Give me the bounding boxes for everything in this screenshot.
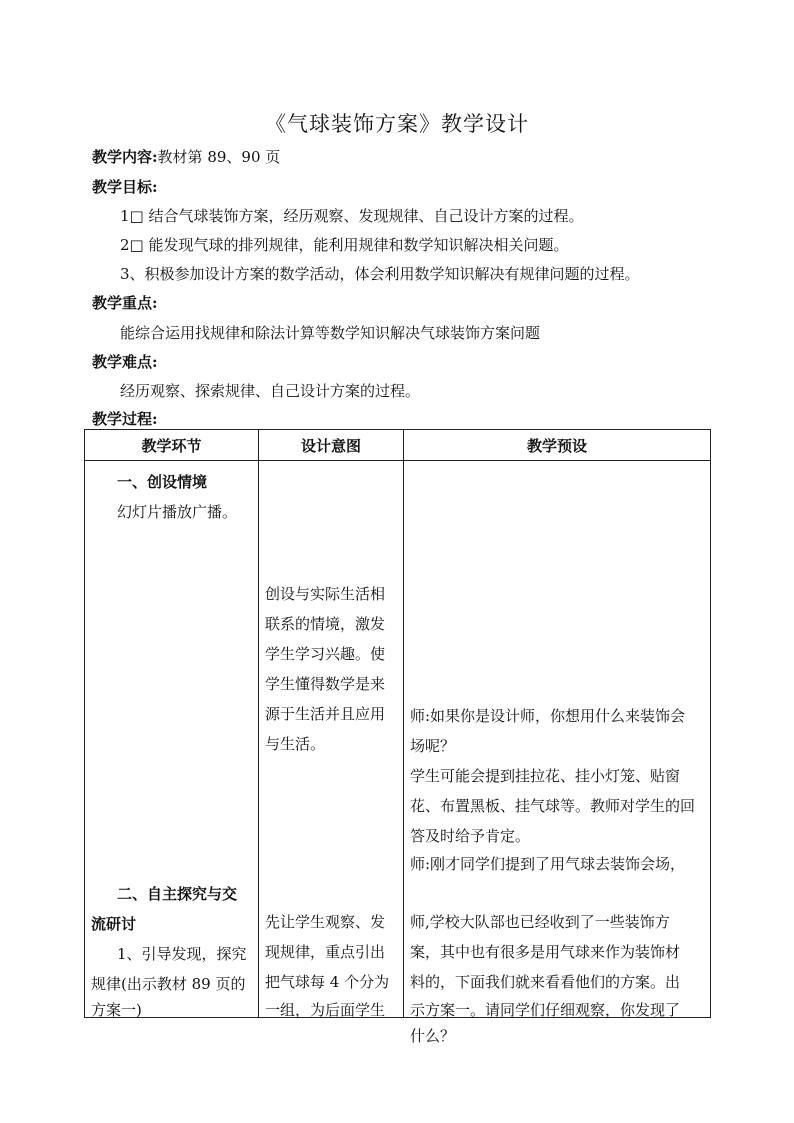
preset2-line-1: 师,学校大队部也已经收到了一些装饰方 (410, 913, 670, 931)
goal-item-2: 2□ 能发现气球的排列规律，能利用规律和数学知识解决相关问题。 (120, 236, 569, 254)
preset1-line-1: 师:如果你是设计师，你想用什么来装饰会 (410, 707, 686, 725)
section1-title: 一、创设情境 (117, 473, 208, 491)
stage-cell (85, 461, 259, 1018)
process-label: 教学过程: (92, 410, 158, 428)
intent1-line-5: 源于生活并且应用 (265, 705, 386, 723)
table-header-row (85, 430, 711, 461)
intent1-line-4: 学生懂得数学是来 (265, 675, 386, 693)
preset2-line-3: 料的，下面我们就来看看他们的方案。出 (410, 973, 681, 991)
teaching-content (92, 146, 280, 167)
intent-cell (259, 461, 404, 1018)
header-design-intent: 设计意图 (259, 430, 404, 461)
difficulties-text: 经历观察、探索规律、自己设计方案的过程。 (120, 382, 421, 400)
goals-label: 教学目标: (92, 178, 158, 196)
preset2-line-5: 什么？ (410, 1027, 456, 1045)
goal-item-3: 3、积极参加设计方案的数学活动，体会利用数学知识解决有规律问题的过程。 (120, 265, 640, 283)
preset1-line-5: 答及时给予肯定。 (410, 827, 531, 845)
preset2-line-2: 案，其中也有很多是用气球来作为装饰材 (410, 943, 681, 961)
section1-text: 幻灯片播放广播。 (117, 503, 238, 521)
preset1-line-4: 花、布置黑板、挂气球等。教师对学生的回 (410, 797, 696, 815)
preset1-line-3: 学生可能会提到挂拉花、挂小灯笼、贴窗 (410, 767, 681, 785)
intent2-line-4: 一组，为后面学生 (265, 1001, 386, 1019)
section2-step-a: 1、引导发现，探究 (117, 945, 247, 963)
section2-title-b: 流研讨 (91, 915, 137, 933)
key-points-text: 能综合运用找规律和除法计算等数学知识解决气球装饰方案问题 (120, 324, 541, 342)
teaching-content-label: 教学内容: (92, 148, 158, 166)
document-title: 《气球装饰方案》教学设计 (265, 112, 529, 136)
section2-step-b: 规律(出示教材 89 页的 (91, 975, 246, 993)
header-teaching-stage: 教学环节 (85, 430, 259, 461)
intent2-line-2: 现规律，重点引出 (265, 943, 386, 961)
section2-step-c: 方案一) (91, 1001, 142, 1019)
header-teaching-preset: 教学预设 (404, 430, 711, 461)
preset2-line-4: 示方案一。请同学们仔细观察，你发现了 (410, 1001, 681, 1019)
teaching-process-table (84, 429, 711, 1045)
table-row (85, 461, 711, 1018)
teaching-content-value: 教材第 89、90 页 (157, 148, 281, 166)
intent1-line-2: 联系的情境，激发 (265, 615, 386, 633)
preset1-line-6: 师:刚才同学们提到了用气球去装饰会场， (410, 855, 686, 873)
difficulties-label: 教学难点: (92, 353, 158, 371)
intent1-line-1: 创设与实际生活相 (265, 585, 386, 603)
section2-title-a: 二、自主探究与交 (117, 885, 238, 903)
intent2-line-3: 把气球每 4 个分为 (265, 973, 390, 991)
intent1-line-6: 与生活。 (265, 735, 326, 753)
key-points-label: 教学重点: (92, 294, 158, 312)
goal-item-1: 1□ 结合气球装饰方案，经历观察、发现规律、自己设计方案的过程。 (120, 207, 584, 225)
preset1-line-2: 场呢？ (410, 737, 456, 755)
intent1-line-3: 学生学习兴趣。使 (265, 645, 386, 663)
intent2-line-1: 先让学生观察、发 (265, 913, 386, 931)
preset-cell (404, 461, 711, 1045)
